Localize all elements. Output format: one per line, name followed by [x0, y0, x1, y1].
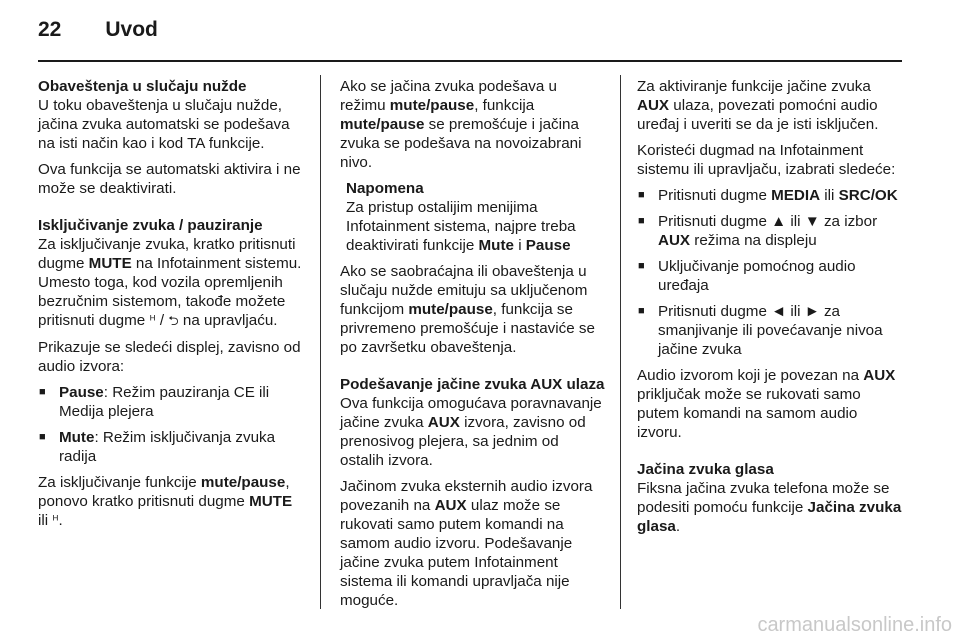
header-rule [38, 60, 902, 62]
list-item: ■ Pause: Režim pauziranja CE ili Medija plejera [39, 384, 270, 420]
paragraph: Ako se saobraćajna ili obaveštenja u slučaju nužde emituju sa uključenom funkcijom mute/pause, funkcija se privremeno premošćuje i nastaviće se po završetku obaveštenja. [340, 263, 595, 356]
paragraph: Za isključivanje zvuka, kratko pritisnuti dugme MUTE na Infotainment sistemu. Umesto toga, kod vozila opremljenih bezručnim sistemom, takođe možete pritisnuti dugme ᵸ / ⮌ na upravljaću. [38, 236, 302, 329]
page-header [38, 18, 158, 48]
section-title-voice: Jačina zvuka glasa [637, 461, 774, 478]
paragraph: Fiksna jačina zvuka telefona može se podesiti pomoću funkcije Jačina zvuka glasa. [637, 480, 902, 535]
list-item: ■ Mute: Režim isključivanja zvuka radija [39, 429, 276, 465]
mute-icon: ᵸ [149, 314, 156, 329]
paragraph: Audio izvorom koji je povezan na AUX priključak može se rukovati samo putem komandi na samom audio izvoru. [637, 367, 896, 441]
watermark: carmanualsonline.info [757, 614, 952, 636]
note-text: Za pristup ostalijim menijima Infotainment sistema, najpre treba deaktivirati funkcije Mute i Pause [346, 199, 576, 254]
section-title-emergency: Obaveštenja u slučaju nužde [38, 78, 247, 95]
chapter-title: Uvod [105, 18, 158, 41]
paragraph: Ako se jačina zvuka podešava u režimu mute/pause, funkcija mute/pause se premošćuje i jačina zvuka se podešava na novoizabrani nivo. [340, 78, 582, 171]
mute-icon: ᵸ [52, 514, 59, 529]
paragraph: Ova funkcija se automatski aktivira i ne može se deaktivirati. [38, 161, 301, 197]
paragraph: Prikazuje se sledeći displej, zavisno od audio izvora: [38, 339, 301, 375]
bullet-icon: ■ [39, 386, 46, 398]
column-divider [620, 75, 621, 609]
hang-up-icon: ⮌ [168, 314, 179, 329]
bullet-icon: ■ [638, 215, 645, 227]
note-title: Napomena [346, 180, 424, 197]
list-item: ■ Uključivanje pomoćnog audio uređaja [638, 258, 856, 294]
section-title-aux: Podešavanje jačine zvuka AUX ulaza [340, 376, 605, 393]
list-item: ■ Pritisnuti dugme ◄ ili ► za smanjivanje ili povećavanje nivoa jačine zvuka [638, 303, 883, 358]
column-2 [340, 77, 606, 617]
paragraph: Za isključivanje funkcije mute/pause, ponovo kratko pritisnuti dugme MUTE ili ᵸ. [38, 474, 293, 529]
note-box [340, 179, 606, 255]
paragraph: Jačinom zvuka eksternih audio izvora povezanih na AUX ulaz može se rukovati samo putem komandi na samom audio izvoru. Podešavanje jačine zvuka putem Infotainment sistema ili komandi upravljača nije moguće. [340, 478, 593, 609]
page-number: 22 [38, 18, 62, 41]
paragraph: U toku obaveštenja u slučaju nužde, jačina zvuka automatski se podešava na isti način kao i kod TA funkcije. [38, 97, 290, 152]
bullet-icon: ■ [39, 431, 46, 443]
column-1 [38, 77, 306, 538]
bullet-icon: ■ [638, 189, 645, 201]
paragraph: Ova funkcija omogućava poravnavanje jačine zvuka AUX izvora, zavisno od prenosivog plejera, sa jednim od ostalih izvora. [340, 395, 602, 469]
bullet-icon: ■ [638, 305, 645, 317]
column-divider [320, 75, 321, 609]
paragraph: Za aktiviranje funkcije jačine zvuka AUX ulaza, povezati pomoćni audio uređaj i uveriti se da je isti isključen. [637, 78, 879, 133]
section-title-mute: Isključivanje zvuka / pauziranje [38, 217, 263, 234]
column-3 [637, 77, 905, 543]
list-item: ■ Pritisnuti dugme ▲ ili ▼ za izbor AUX režima na displeju [638, 213, 878, 249]
bullet-icon: ■ [638, 260, 645, 272]
paragraph: Koristeći dugmad na Infotainment sistemu ili upravljaču, izabrati sledeće: [637, 142, 896, 178]
list-item: ■ Pritisnuti dugme MEDIA ili SRC/OK [638, 187, 898, 204]
